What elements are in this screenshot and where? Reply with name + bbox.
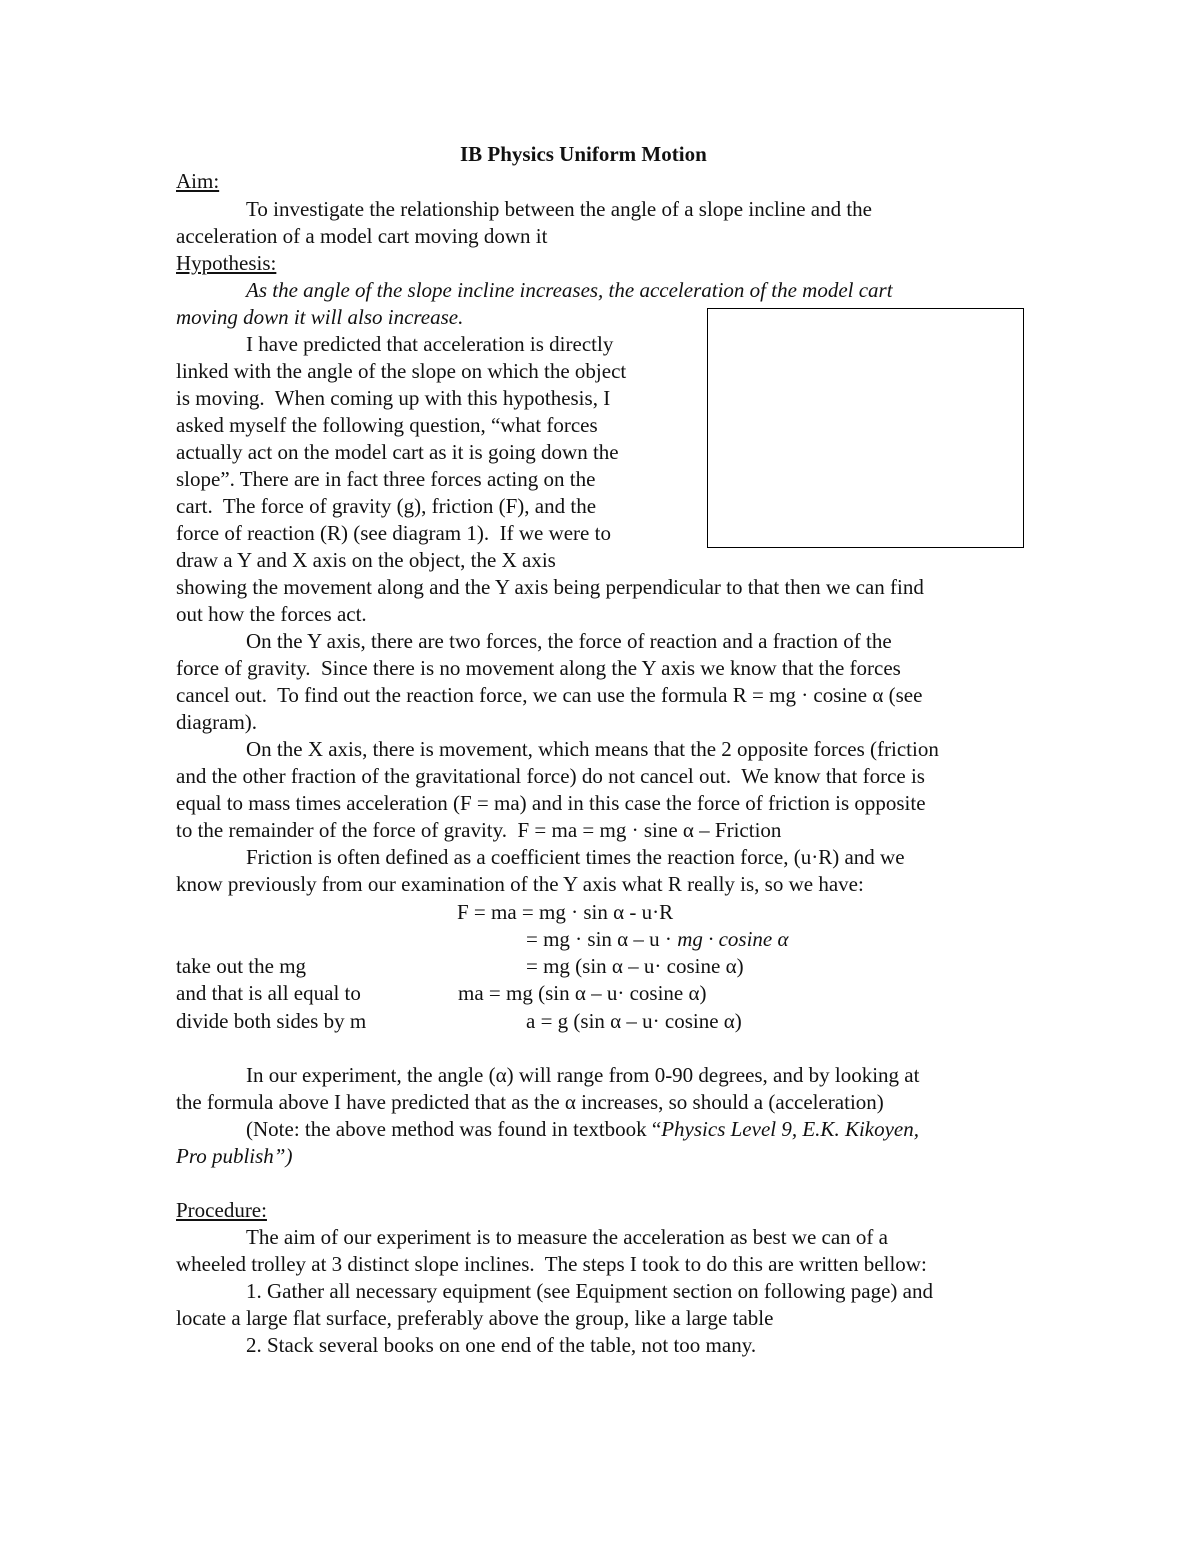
procedure-step: locate a large flat surface, preferably above the group, like a large table [176, 1306, 774, 1330]
paragraph-line: is moving. When coming up with this hypothesis, I [176, 386, 611, 410]
paragraph-line: linked with the angle of the slope on which the object [176, 359, 627, 383]
paragraph-line: out how the forces act. [176, 602, 367, 626]
paragraph-line: cancel out. To find out the reaction force, we can use the formula R = mg · cosine α (see [176, 683, 923, 707]
paragraph-line: In our experiment, the angle (α) will range from 0-90 degrees, and by looking at [246, 1063, 920, 1087]
hypothesis-statement: As the angle of the slope incline increases, the acceleration of the model cart [246, 278, 893, 302]
paragraph-line: force of reaction (R) (see diagram 1). If we were to [176, 521, 611, 545]
paragraph-line: to the remainder of the force of gravity. F = ma = mg · sine α – Friction [176, 818, 782, 842]
procedure-heading: Procedure: [176, 1198, 267, 1222]
procedure-step: 2. Stack several books on one end of the table, not too many. [246, 1333, 757, 1357]
diagram-box [707, 308, 1024, 548]
paragraph-line: draw a Y and X axis on the object, the X axis [176, 548, 556, 572]
page-title: IB Physics Uniform Motion [460, 142, 707, 166]
aim-heading: Aim: [176, 169, 220, 193]
equation-label: divide both sides by m [176, 1009, 367, 1033]
paragraph-line: wheeled trolley at 3 distinct slope inclines. The steps I took to do this are written bellow: [176, 1252, 927, 1276]
equation-label: take out the mg [176, 954, 307, 978]
paragraph-line: and the other fraction of the gravitational force) do not cancel out. We know that force is [176, 764, 925, 788]
equation-line: F = ma = mg · sin α - u·R [457, 900, 674, 924]
paragraph-line: slope”. There are in fact three forces acting on the [176, 467, 596, 491]
note-citation: Physics Level 9, E.K. Kikoyen, [661, 1117, 919, 1141]
paragraph-line: know previously from our examination of the Y axis what R really is, so we have: [176, 872, 864, 896]
paragraph-line: force of gravity. Since there is no movement along the Y axis we know that the forces [176, 656, 901, 680]
paragraph-line: the formula above I have predicted that as the α increases, so should a (acceleration) [176, 1090, 884, 1114]
aim-line: acceleration of a model cart moving down it [176, 224, 548, 248]
paragraph-line: On the X axis, there is movement, which means that the 2 opposite forces (friction [246, 737, 939, 761]
paragraph-line: cart. The force of gravity (g), friction (F), and the [176, 494, 597, 518]
equation-line: a = g (sin α – u· cosine α) [526, 1009, 742, 1033]
equation-plain: = mg · sin α – u · [526, 927, 678, 951]
paragraph-line: equal to mass times acceleration (F = ma) and in this case the force of friction is opposite [176, 791, 926, 815]
note-text: (Note: the above method was found in textbook “ [246, 1117, 662, 1141]
paragraph-line: actually act on the model cart as it is going down the [176, 440, 619, 464]
paragraph-line: I have predicted that acceleration is directly [246, 332, 614, 356]
paragraph-line: Friction is often defined as a coefficient times the reaction force, (u·R) and we [246, 845, 905, 869]
hypothesis-statement: moving down it will also increase. [176, 305, 464, 329]
paragraph-line: diagram). [176, 710, 258, 734]
equation-line: ma = mg (sin α – u· cosine α) [458, 981, 707, 1005]
hypothesis-heading: Hypothesis: [176, 251, 277, 275]
equation-italic: mg · cosine α [677, 927, 789, 951]
equation-line [526, 926, 789, 953]
paragraph-line: showing the movement along and the Y axis being perpendicular to that then we can find [176, 575, 924, 599]
aim-line: To investigate the relationship between the angle of a slope incline and the [246, 197, 872, 221]
equation-label: and that is all equal to [176, 981, 361, 1005]
paragraph-line: asked myself the following question, “what forces [176, 413, 598, 437]
procedure-step: 1. Gather all necessary equipment (see Equipment section on following page) and [246, 1279, 933, 1303]
equation-line: = mg (sin α – u· cosine α) [526, 954, 744, 978]
paragraph-line: The aim of our experiment is to measure the acceleration as best we can of a [246, 1225, 888, 1249]
paragraph-line: On the Y axis, there are two forces, the force of reaction and a fraction of the [246, 629, 892, 653]
note-line [246, 1116, 919, 1143]
note-citation: Pro publish”) [176, 1144, 293, 1168]
